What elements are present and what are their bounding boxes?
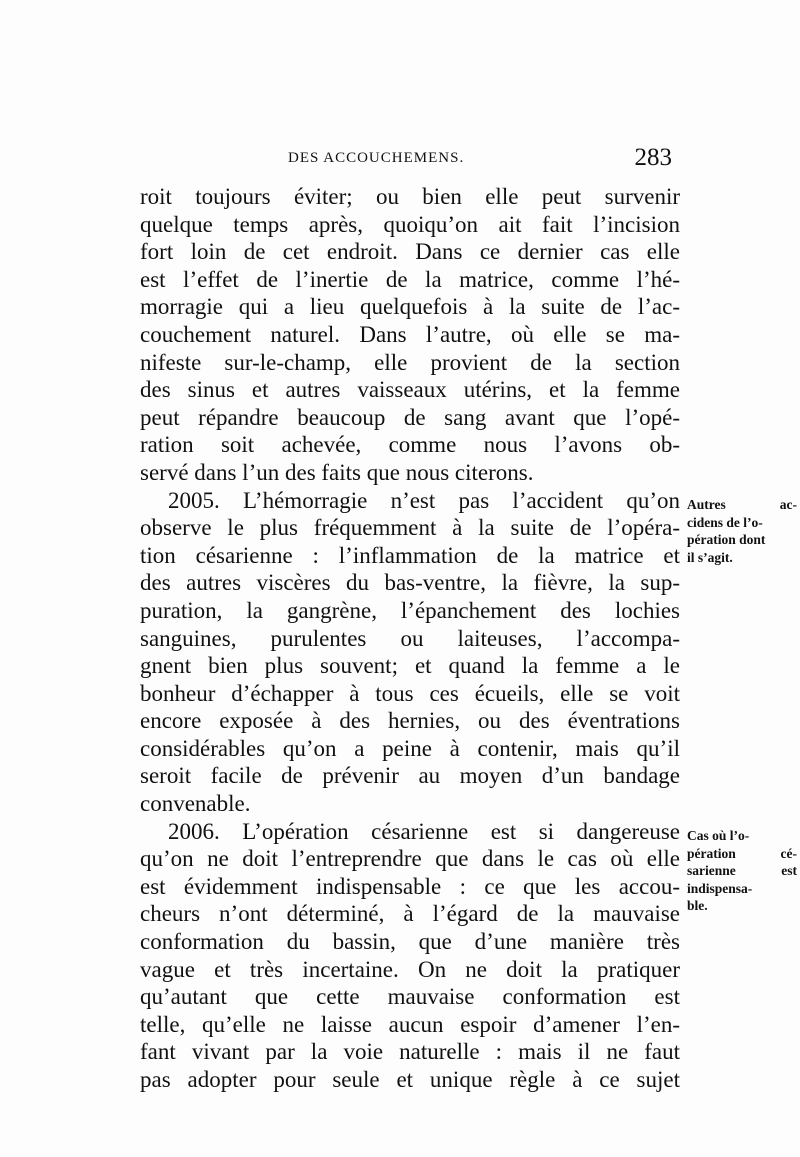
- margin-note-line: cidens de l’o-: [687, 514, 763, 530]
- text-line: considérables qu’on a peine à contenir, mais qu’il: [140, 735, 680, 761]
- margin-note-line: sarienne est: [687, 863, 797, 878]
- text-line: qu’on ne doit l’entreprendre que dans le cas où elle: [140, 846, 680, 872]
- text-line: puration, la gangrène, l’épanchement des lochies: [140, 597, 680, 623]
- text-line: tion césarienne : l’inflammation de la matrice et: [140, 542, 680, 568]
- text-line: est évidemment indispensable : ce que les accou-: [140, 873, 680, 899]
- text-line: fort loin de cet endroit. Dans ce dernier cas elle: [140, 239, 680, 265]
- margin-note-line: Autres ac-: [687, 497, 797, 512]
- paragraph-2006-start: 2006. L’opération césarienne est si dangereuse: [168, 818, 680, 844]
- text-line: nifeste sur-le-champ, elle provient de la section: [140, 349, 680, 375]
- text-line: fant vivant par la voie naturelle : mais il ne faut: [140, 1039, 680, 1065]
- text-line: pas adopter pour seule et unique règle à ce sujet: [140, 1067, 680, 1092]
- text-line: des autres viscères du bas-ventre, la fièvre, la sup-: [140, 570, 680, 596]
- text-line: des sinus et autres vaisseaux utérins, et la femme: [140, 377, 680, 403]
- text-line: encore exposée à des hernies, ou des éventrations: [140, 708, 680, 734]
- text-line: quelque temps après, quoiqu’on ait fait l’incision: [140, 211, 680, 237]
- text-line: est l’effet de l’inertie de la matrice, comme l’hé-: [140, 266, 680, 292]
- page-number: 283: [634, 144, 672, 171]
- body-text: [140, 183, 680, 1094]
- text-line: telle, qu’elle ne laisse aucun espoir d’amener l’en-: [140, 1011, 680, 1037]
- text-line: qu’autant que cette mauvaise conformation est: [140, 984, 680, 1010]
- text-line: conformation du bassin, que d’une manière très: [140, 929, 680, 955]
- margin-note-line: indispensa-: [687, 880, 753, 896]
- text-line: bonheur d’échapper à tous ces écueils, elle se voit: [140, 680, 680, 706]
- margin-note-line: Cas où l’o-: [687, 828, 750, 843]
- text-line: convenable.: [140, 791, 251, 817]
- text-line: peut répandre beaucoup de sang avant que l’opé-: [140, 404, 680, 430]
- margin-note-line: ble.: [687, 898, 708, 913]
- text-line: seroit facile de prévenir au moyen d’un bandage: [140, 763, 680, 789]
- text-line: vague et très incertaine. On ne doit la pratiquer: [140, 956, 680, 982]
- text-line: cheurs n’ont déterminé, à l’égard de la mauvaise: [140, 901, 680, 927]
- margin-note-indispensable: [687, 827, 797, 915]
- text-line: observe le plus fréquemment à la suite de l’opéra-: [140, 515, 680, 541]
- margin-note-line: pération dont: [687, 532, 766, 547]
- text-line: servé dans l’un des faits que nous citerons.: [140, 459, 534, 485]
- running-head: DES ACCOUCHEMENS.: [288, 150, 465, 166]
- page-header: [140, 144, 680, 174]
- margin-note-line: pération cé-: [687, 845, 797, 861]
- text-line: sanguines, purulentes ou laiteuses, l’accompa-: [140, 625, 680, 651]
- text-line: roit toujours éviter; ou bien elle peut survenir: [140, 184, 680, 209]
- text-line: morragie qui a lieu quelquefois à la suite de l’ac-: [140, 294, 680, 320]
- text-line: gnent bien plus souvent; et quand la femme a le: [140, 653, 680, 679]
- text-line: ration soit achevée, comme nous l’avons ob-: [140, 432, 680, 458]
- margin-note-accidents: [687, 496, 797, 566]
- margin-note-line: il s’agit.: [687, 549, 733, 565]
- paragraph-2005-start: 2005. L’hémorragie n’est pas l’accident qu’on: [168, 487, 680, 513]
- text-line: couchement naturel. Dans l’autre, où elle se ma-: [140, 321, 680, 347]
